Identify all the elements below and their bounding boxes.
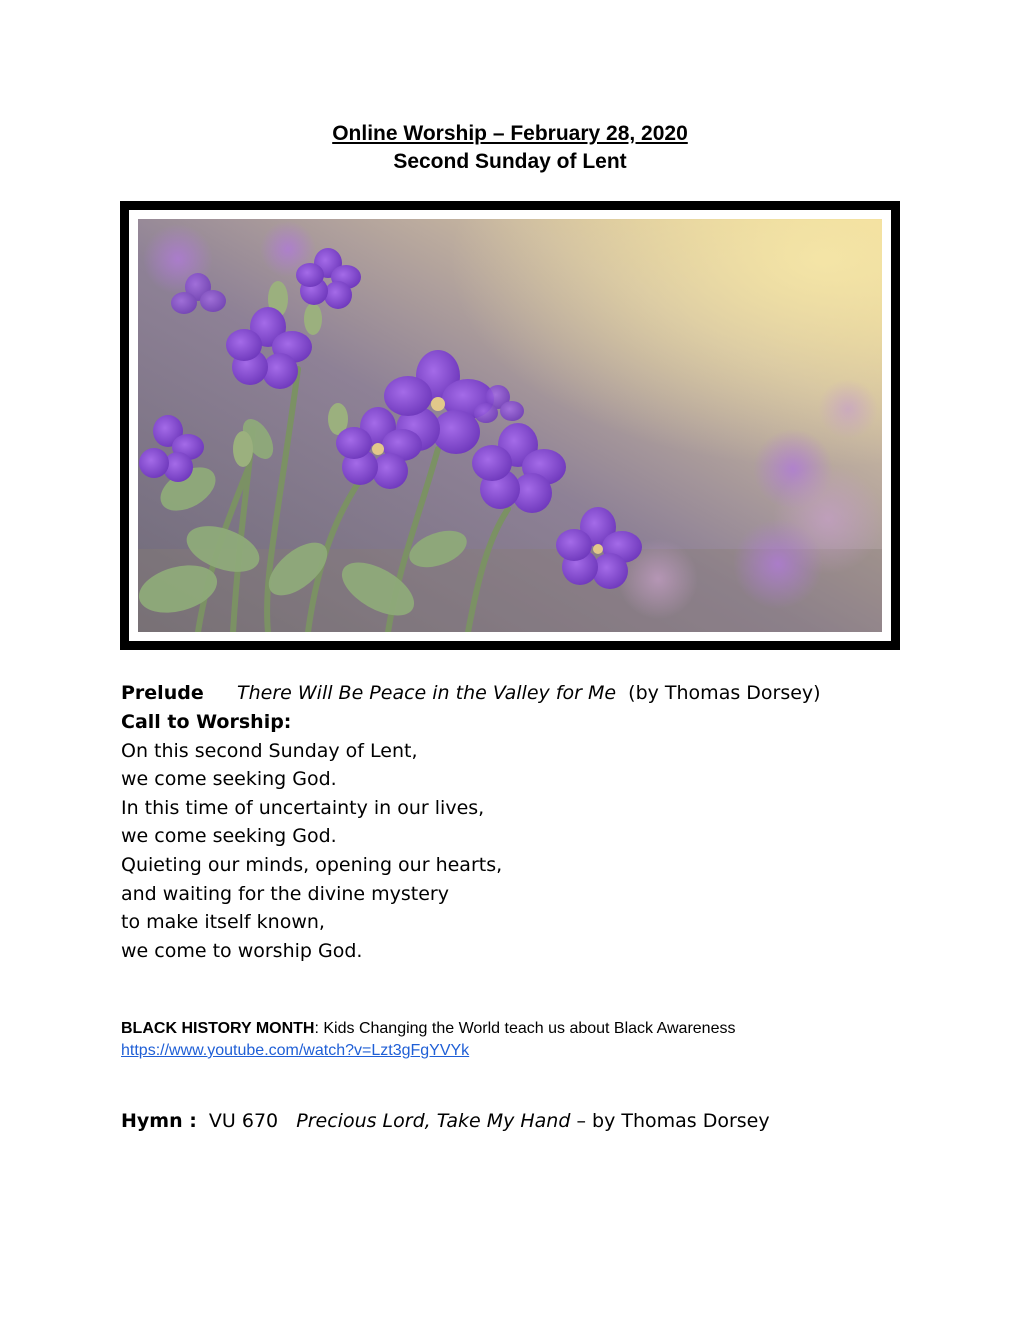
hymn-line xyxy=(121,1107,770,1136)
call-to-worship-line: In this time of uncertainty in our lives, xyxy=(121,796,485,819)
prelude-line xyxy=(121,679,821,708)
document-header xyxy=(0,120,1020,176)
hymn-label: Hymn : xyxy=(121,1110,197,1132)
flower-photo-frame xyxy=(120,201,900,650)
call-to-worship-line: we come seeking God. xyxy=(121,825,337,848)
call-to-worship-line: Quieting our minds, opening our hearts, xyxy=(121,853,503,876)
black-history-text: : Kids Changing the World teach us about Black Awareness xyxy=(314,1020,736,1037)
hymn-number: VU 670 xyxy=(208,1110,279,1132)
prelude-title: There Will Be Peace in the Valley for Me xyxy=(237,682,617,704)
youtube-link[interactable]: https://www.youtube.com/watch?v=Lzt3gFgYVYk xyxy=(121,1042,470,1059)
call-to-worship xyxy=(121,708,502,965)
prelude-label: Prelude xyxy=(121,682,204,704)
hymn-title: Precious Lord, Take My Hand xyxy=(296,1110,571,1132)
call-to-worship-line: On this second Sunday of Lent, xyxy=(121,739,418,762)
call-to-worship-line: to make itself known, xyxy=(121,911,325,934)
call-to-worship-line: we come to worship God. xyxy=(121,939,363,962)
prelude-credit: (by Thomas Dorsey) xyxy=(628,682,821,704)
purple-flowers-image xyxy=(138,219,882,632)
page-subtitle: Second Sunday of Lent xyxy=(393,150,627,173)
black-history-line xyxy=(121,1018,735,1040)
black-history-label: BLACK HISTORY MONTH xyxy=(121,1020,315,1037)
flower-photo xyxy=(129,210,891,641)
hymn-credit: – by Thomas Dorsey xyxy=(576,1110,770,1132)
call-to-worship-heading: Call to Worship: xyxy=(121,711,292,733)
black-history-section xyxy=(121,1018,735,1062)
page-title: Online Worship – February 28, 2020 xyxy=(332,122,688,145)
call-to-worship-line: and waiting for the divine mystery xyxy=(121,882,449,905)
call-to-worship-line: we come seeking God. xyxy=(121,768,337,791)
